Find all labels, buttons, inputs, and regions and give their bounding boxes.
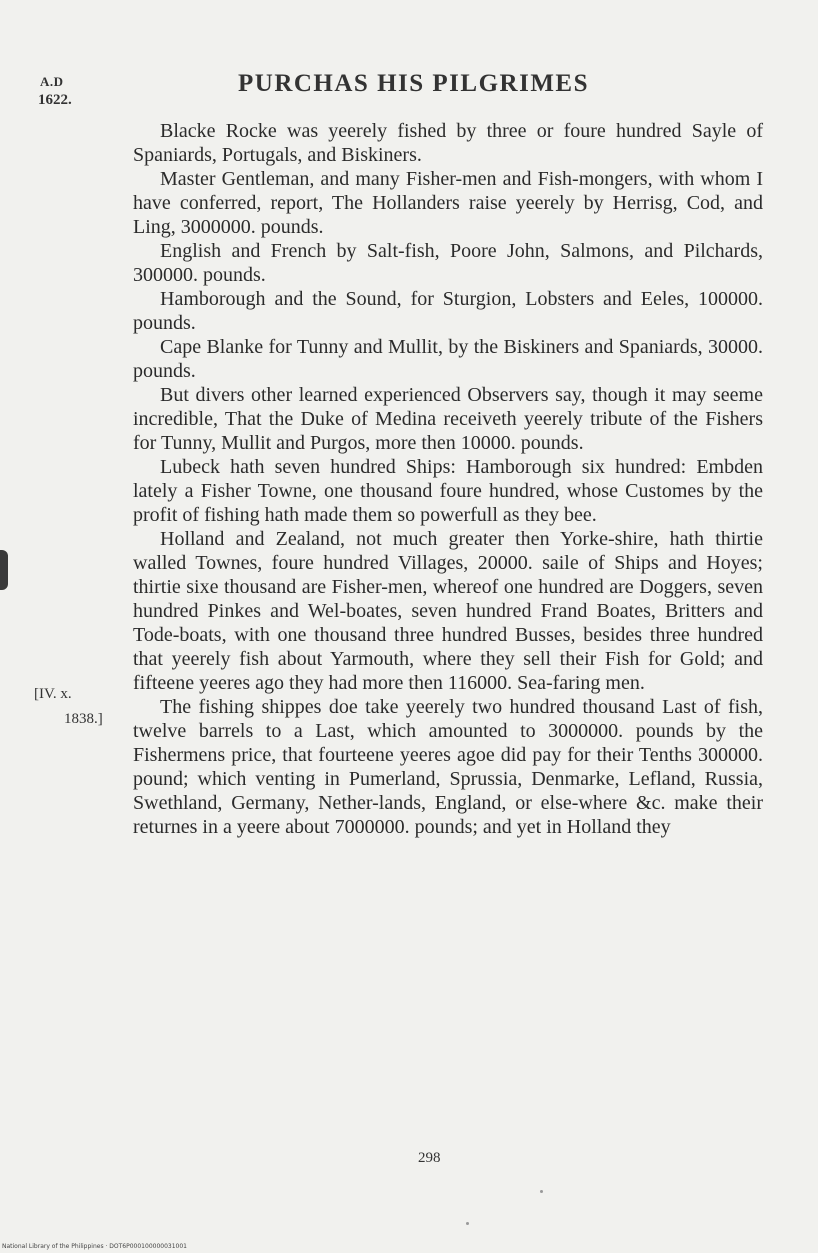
page-number: 298 xyxy=(418,1150,441,1166)
paper-speck xyxy=(540,1190,543,1193)
year-marker xyxy=(38,72,98,110)
year-marker-ad: A.D xyxy=(40,74,64,89)
running-head: PURCHAS HIS PILGRIMES xyxy=(238,70,589,97)
paragraph-1: Blacke Rocke was yeerely fished by three or foure hundred Sayle of Spaniards, Portugals, and Biskiners. xyxy=(133,120,763,166)
body-text xyxy=(133,119,763,839)
paragraph-2: Master Gentleman, and many Fisher-men and Fish-mongers, with whom I have conferred, report, The Hollanders raise yeerely by Herrisg, Cod, and Ling, 3000000. pounds. xyxy=(133,168,763,238)
scan-credit: National Library of the Philippines · DOT6P000100000031001 xyxy=(2,1243,187,1250)
paper-speck xyxy=(466,1222,469,1225)
year-marker-year: 1622. xyxy=(38,92,72,108)
paragraph-9: The fishing shippes doe take yeerely two hundred thousand Last of fish, twelve barrels to a Last, which amounted to 3000000. pounds by the Fishermens price, that fourteene yeeres agoe did pay for their Tenths 300000. pound; which venting in Pumerland, Sprussia, Denmarke, Lefland, Russia, Swethland, Germany, Nether-lands, England, or else-where &c. make their returnes in a yeere about 7000000. pounds; and yet in Holland they xyxy=(133,696,763,838)
page-edge-shadow xyxy=(0,550,8,590)
margin-note-line-1: [IV. x. xyxy=(34,686,72,702)
margin-note-line-2: 1838.] xyxy=(64,711,103,727)
paragraph-3: English and French by Salt-fish, Poore John, Salmons, and Pilchards, 300000. pounds. xyxy=(133,240,763,286)
paragraph-5: Cape Blanke for Tunny and Mullit, by the Biskiners and Spaniards, 30000. pounds. xyxy=(133,336,763,382)
paragraph-4: Hamborough and the Sound, for Sturgion, Lobsters and Eeles, 100000. pounds. xyxy=(133,288,763,334)
margin-note xyxy=(34,682,130,732)
paragraph-6: But divers other learned experienced Observers say, though it may seeme incredible, That the Duke of Medina receiveth yeerely tribute of the Fishers for Tunny, Mullit and Purgos, more then 10000. pounds. xyxy=(133,384,763,454)
paragraph-7: Lubeck hath seven hundred Ships: Hamborough six hundred: Embden lately a Fisher Towne, one thousand foure hundred, whose Customes by the profit of fishing hath made them so powerfull as they bee. xyxy=(133,456,763,526)
paragraph-8: Holland and Zealand, not much greater then Yorke-shire, hath thirtie walled Townes, foure hundred Villages, 20000. saile of Ships and Hoyes; thirtie sixe thousand are Fisher-men, whereof one hundred are Doggers, seven hundred Pinkes and Wel-boates, seven hundred Frand Boates, Britters and Tode-boats, with one thousand three hundred Busses, besides three hundred that yeerely fish about Yarmouth, where they sell their Fish for Gold; and fifteene yeeres ago they had more then 116000. Sea-faring men. xyxy=(133,528,763,694)
